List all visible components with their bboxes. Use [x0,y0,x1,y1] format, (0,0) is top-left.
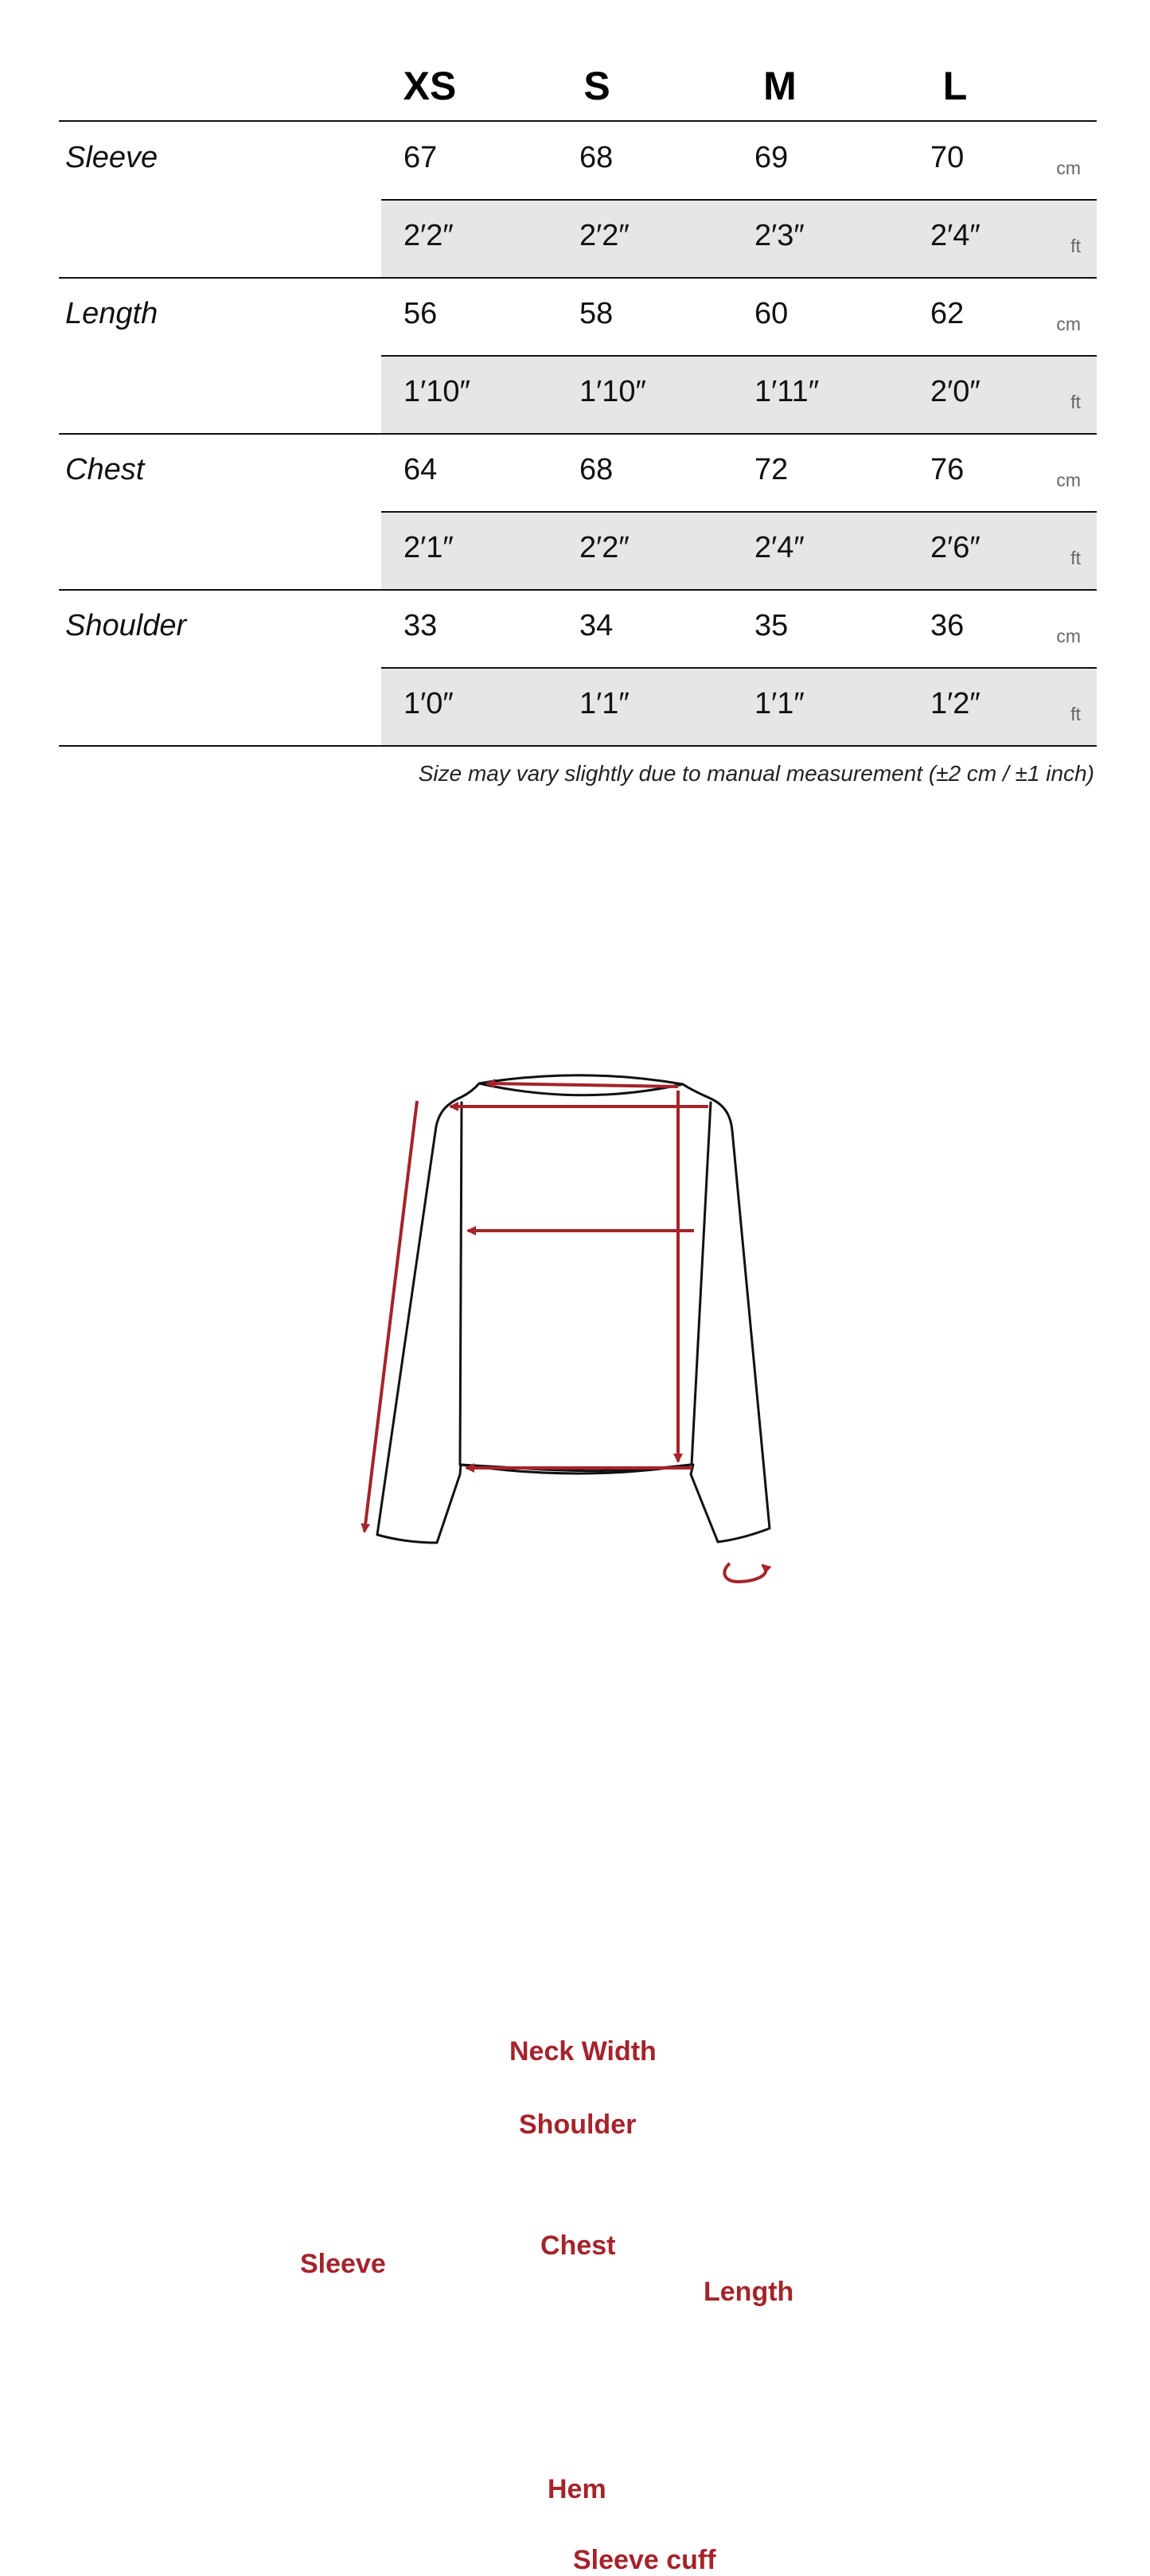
cm-value: 68 [579,141,614,174]
ft-value: 1′10″ [579,375,646,408]
sleeve-cuff-label: Sleeve cuff [573,2545,716,2575]
row-divider [381,199,1097,201]
measurement-arrows [364,1083,766,1582]
group-divider [59,745,1097,747]
ft-value: 1′0″ [403,687,454,720]
ft-value: 2′2″ [579,219,630,252]
row-divider [381,355,1097,357]
unit-cm-label: cm [1056,470,1081,490]
group-divider [59,277,1097,279]
size-chart-table [0,0,1150,804]
row-divider [381,667,1097,669]
measurement-label: Chest [65,453,145,486]
cm-value: 67 [403,141,438,174]
ft-row-background [381,668,1097,745]
measurement-label: Sleeve [65,141,158,174]
unit-ft-label: ft [1070,392,1081,412]
chest-label: Chest [540,2231,616,2261]
cm-value: 70 [930,141,965,174]
cm-value: 69 [754,141,789,174]
ft-value: 1′1″ [579,687,630,720]
measurement-note: Size may vary slightly due to manual measurement (±2 cm / ±1 inch) [418,761,1094,786]
size-header-m: M [763,64,797,108]
neck-width-arrow [487,1083,678,1087]
cm-value: 58 [579,297,614,330]
cm-value: 36 [930,609,965,642]
ft-value: 2′2″ [403,219,454,252]
cm-value: 64 [403,453,438,486]
unit-cm-label: cm [1056,626,1081,646]
unit-ft-label: ft [1070,704,1081,724]
ft-value: 2′4″ [754,531,805,564]
cm-value: 33 [403,609,438,642]
cm-value: 35 [754,609,789,642]
cm-value: 68 [579,453,614,486]
length-label: Length [704,2277,794,2307]
ft-value: 1′10″ [403,375,470,408]
cm-value: 34 [579,609,614,642]
ft-row-background [381,356,1097,433]
sleeve-label: Sleeve [300,2249,386,2279]
cm-value: 56 [403,297,438,330]
sweater-outline [377,1075,770,1543]
sweater-illustration [0,995,1150,1608]
group-divider [59,589,1097,591]
ft-value: 2′0″ [930,375,980,408]
size-header-l: L [942,64,968,108]
header-divider [59,120,1097,122]
ft-value: 2′3″ [754,219,805,252]
unit-ft-label: ft [1070,236,1081,256]
ft-row-background [381,200,1097,277]
ft-value: 1′1″ [754,687,805,720]
measurement-label: Shoulder [65,609,187,642]
cm-value: 76 [930,453,965,486]
cm-value: 72 [754,453,789,486]
ft-value: 1′2″ [930,687,980,720]
sleeve-cuff-arrow [724,1563,766,1582]
measurement-label: Length [65,297,158,330]
row-divider [381,511,1097,513]
size-header-s: S [583,64,610,108]
shoulder-label: Shoulder [519,2110,637,2140]
cm-value: 62 [930,297,965,330]
hem-label: Hem [548,2474,606,2504]
cm-value: 60 [754,297,789,330]
ft-value: 1′11″ [754,375,820,408]
unit-cm-label: cm [1056,314,1081,334]
neck-width-label: Neck Width [509,2036,657,2067]
size-header-xs: XS [403,64,457,108]
ft-value: 2′2″ [579,531,630,564]
unit-cm-label: cm [1056,158,1081,178]
garment-diagram [0,995,1150,2575]
ft-value: 2′4″ [930,219,980,252]
ft-value: 2′6″ [930,531,980,564]
ft-row-background [381,512,1097,589]
group-divider [59,433,1097,435]
unit-ft-label: ft [1070,548,1081,568]
ft-value: 2′1″ [403,531,454,564]
